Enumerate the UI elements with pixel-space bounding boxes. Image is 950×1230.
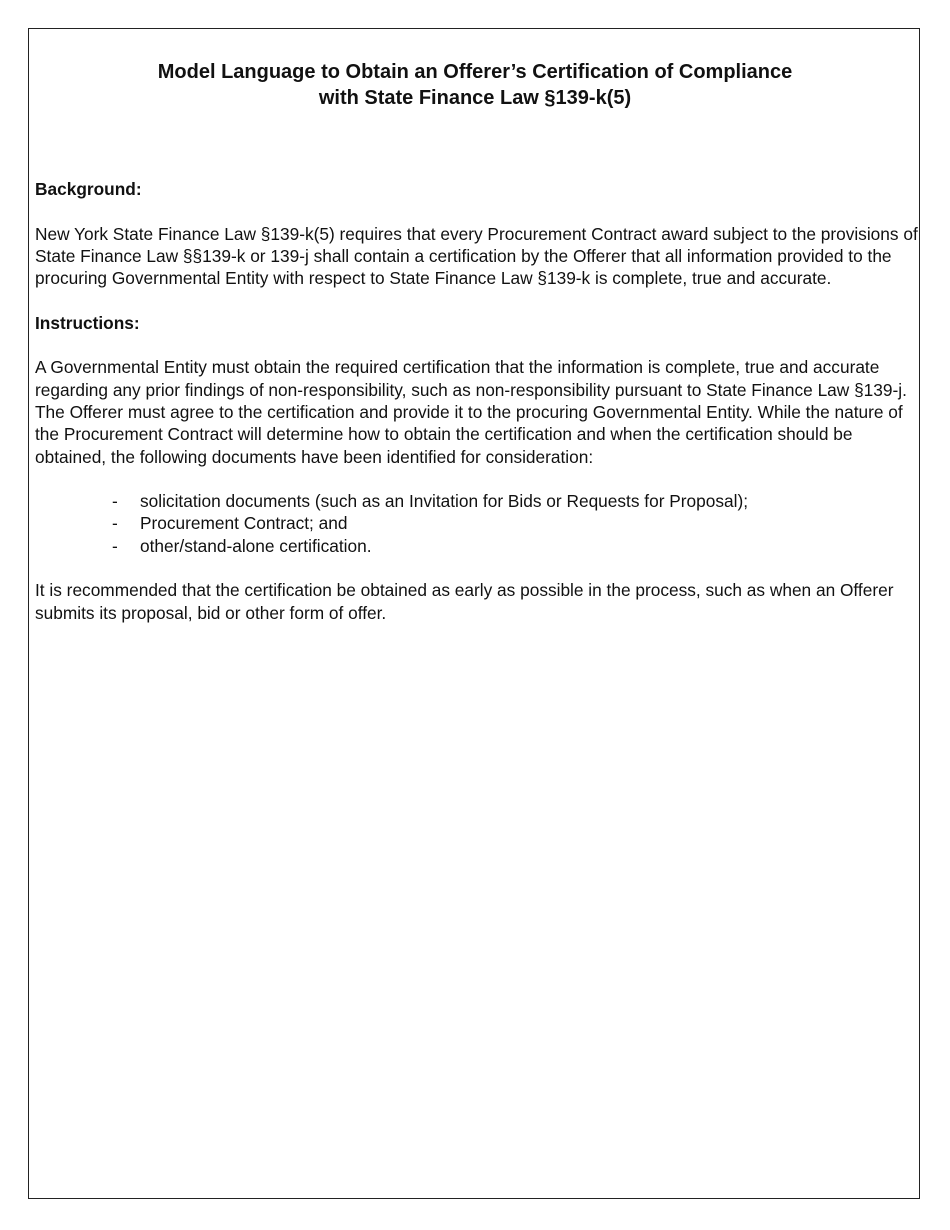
bullet-dash: -: [112, 535, 118, 556]
instructions-paragraph: A Governmental Entity must obtain the required certification that the information is complete, true and accurate regarding any prior findings of non-responsibility, such as non-responsibility pursuant to State Finance Law §139-j. The Offerer must agree to the certification and provide it to the procuring Governmental Entity. While the nature of the Procurement Contract will determine how to obtain the certification and when the certification should be obtained, the following documents have been identified for consideration:: [35, 357, 907, 467]
list-item: [35, 490, 925, 512]
list-item: [35, 512, 925, 534]
title-line-1: Model Language to Obtain an Offerer’s Certification of Compliance: [157, 61, 793, 83]
list-item-text: other/stand-alone certification.: [140, 535, 372, 556]
title-line-2: with State Finance Law §139-k(5): [318, 87, 632, 109]
background-heading: Background:: [35, 179, 142, 199]
document-title: [28, 59, 922, 111]
background-paragraph: New York State Finance Law §139-k(5) requires that every Procurement Contract award subject to the provisions of State Finance Law §§139-k or 139-j shall contain a certification by the Offerer that all information provided to the procuring Governmental Entity with respect to State Finance Law §139-k is complete, true and accurate.: [35, 223, 918, 289]
list-item-text: Procurement Contract; and: [140, 513, 348, 534]
bullet-dash: -: [112, 491, 118, 512]
list-item: [35, 535, 925, 557]
consideration-list: [35, 490, 925, 557]
instructions-heading: Instructions:: [35, 312, 140, 333]
document-body: [35, 178, 925, 624]
bullet-dash: -: [112, 513, 118, 534]
list-item-text: solicitation documents (such as an Invitation for Bids or Requests for Proposal);: [140, 491, 749, 512]
recommendation-paragraph: It is recommended that the certification be obtained as early as possible in the process, such as when an Offerer submits its proposal, bid or other form of offer.: [35, 580, 894, 623]
